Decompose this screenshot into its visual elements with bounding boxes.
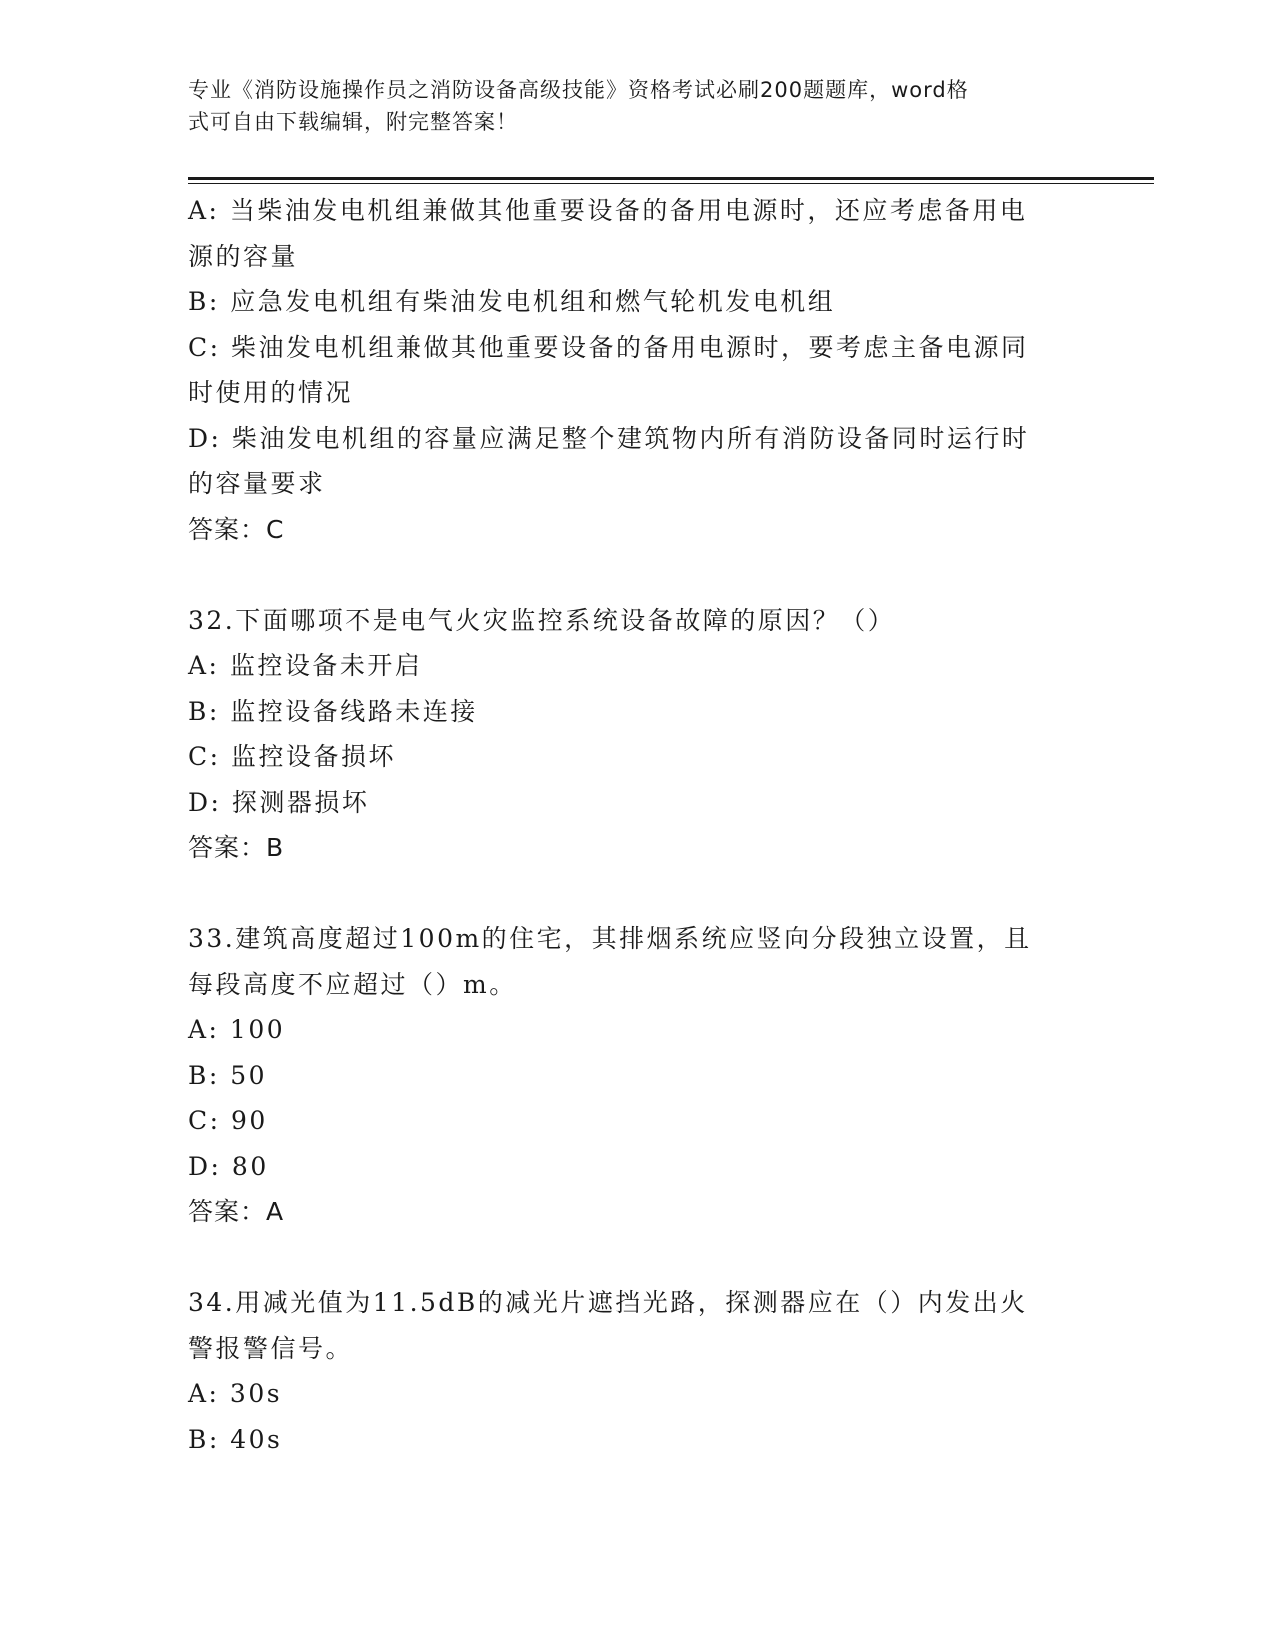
question-32 <box>188 598 1078 871</box>
header-divider-thick <box>188 177 1154 180</box>
question-33 <box>188 916 1078 1235</box>
question-31-options <box>188 188 1078 552</box>
option-c: C: 90 <box>188 1106 268 1135</box>
spacer <box>188 1235 1078 1281</box>
option-b: B: 应急发电机组有柴油发电机组和燃气轮机发电机组 <box>188 287 836 316</box>
answer: 答案：A <box>188 1197 285 1226</box>
question-text-line-2: 每段高度不应超过（）m。 <box>188 969 517 999</box>
option-a-line-2: 源的容量 <box>188 241 299 271</box>
spacer <box>188 552 1078 598</box>
option-a-line-1: A: 当柴油发电机组兼做其他重要设备的备用电源时，还应考虑备用电 <box>188 196 1028 225</box>
option-d-line-1: D: 柴油发电机组的容量应满足整个建筑物内所有消防设备同时运行时 <box>188 423 1030 453</box>
header-divider-thin <box>188 183 1154 184</box>
question-text-line-2: 警报警信号。 <box>188 1333 354 1363</box>
document-header <box>188 74 1068 138</box>
option-b: B: 40s <box>188 1424 283 1454</box>
option-d: D: 80 <box>188 1151 269 1181</box>
question-text-line-1: 34.用减光值为11.5dB的减光片遮挡光路，探测器应在（）内发出火 <box>188 1288 1028 1317</box>
question-list <box>188 188 1078 1462</box>
option-d: D: 探测器损坏 <box>188 787 370 817</box>
answer: 答案：B <box>188 833 285 862</box>
answer: 答案：C <box>188 514 285 544</box>
header-line-1: 专业《消防设施操作员之消防设备高级技能》资格考试必刷200题题库，word格 <box>188 78 969 102</box>
question-text: 32.下面哪项不是电气火灾监控系统设备故障的原因？（） <box>188 605 896 635</box>
option-b: B: 监控设备线路未连接 <box>188 696 478 726</box>
option-a: A: 100 <box>188 1015 286 1044</box>
header-line-2: 式可自由下载编辑，附完整答案！ <box>188 110 518 134</box>
option-c: C: 监控设备损坏 <box>188 742 396 771</box>
option-b: B: 50 <box>188 1060 268 1090</box>
question-34 <box>188 1280 1078 1462</box>
option-c-line-1: C: 柴油发电机组兼做其他重要设备的备用电源时，要考虑主备电源同 <box>188 332 1029 362</box>
spacer <box>188 871 1078 917</box>
question-text-line-1: 33.建筑高度超过100m的住宅，其排烟系统应竖向分段独立设置，且 <box>188 924 1032 953</box>
option-d-line-2: 的容量要求 <box>188 469 326 498</box>
option-a: A: 30s <box>188 1379 283 1408</box>
option-a: A: 监控设备未开启 <box>188 651 423 680</box>
option-c-line-2: 时使用的情况 <box>188 378 354 407</box>
